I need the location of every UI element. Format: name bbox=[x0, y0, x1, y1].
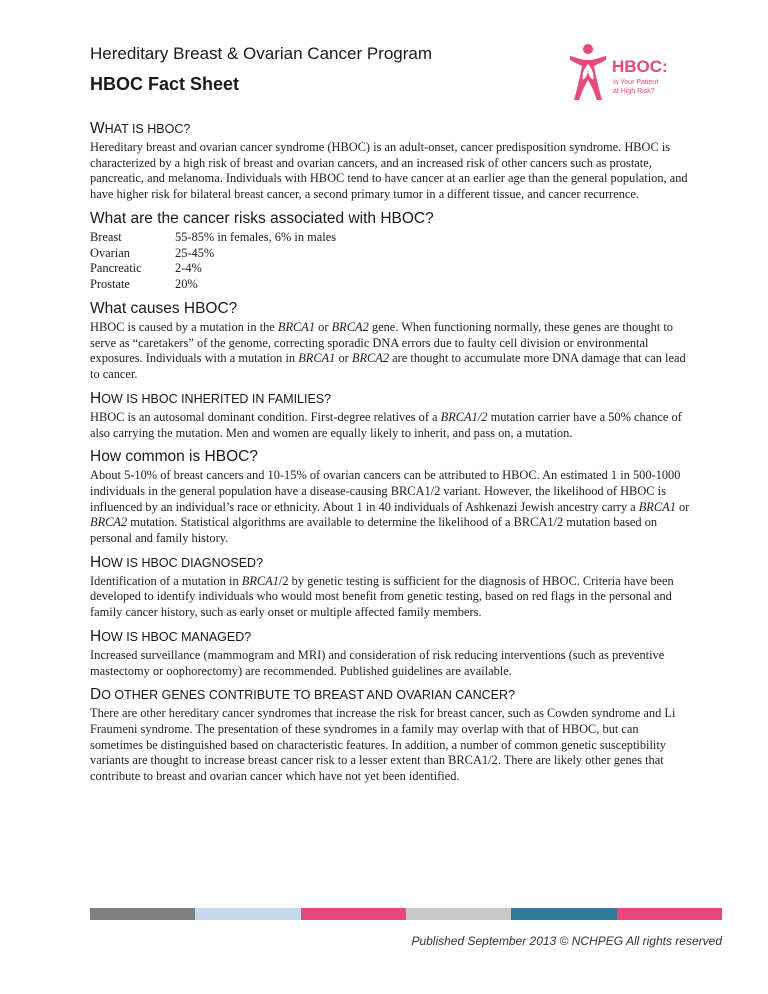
section-heading-diagnosed: HOW IS HBOC DIAGNOSED? bbox=[90, 553, 264, 571]
color-bar-segment bbox=[617, 908, 722, 920]
section-text-common: About 5-10% of breast cancers and 10-15% of ovarian cancers can be attributed to HBOC. An estimated 1 in 500-1000 individuals in the general population have a disease-causing BRCA1/2 variant. However, the likelihood of HBOC is influenced by an individual’s race or ethnicity. About 1 in 40 individuals of Ashkenazi Jewish ancestry carry a BRCA1 or BRCA2 mutation. Statistical algorithms are available to determine the likelihood of a BRCA1/2 mutation based on personal and family history. bbox=[90, 468, 690, 546]
footer-color-bar bbox=[90, 908, 722, 920]
risk-cancer: Ovarian bbox=[90, 245, 130, 260]
section-heading-risks: What are the cancer risks associated with HBOC? bbox=[90, 209, 434, 227]
color-bar-segment bbox=[195, 908, 300, 920]
section-text-causes: HBOC is caused by a mutation in the BRCA1 or BRCA2 gene. When functioning normally, these genes are thought to serve as “caretakers” of the genome, correcting sporadic DNA errors due to faulty cell division or environmental exposures. Individuals with a mutation in BRCA1 or BRCA2 are thought to accumulate more DNA damage that can lead to cancer. bbox=[90, 320, 686, 382]
table-row bbox=[90, 230, 336, 246]
program-title: Hereditary Breast & Ovarian Cancer Program bbox=[90, 44, 433, 63]
section-heading-common: How common is HBOC? bbox=[90, 448, 258, 466]
color-bar-segment bbox=[90, 908, 195, 920]
table-row bbox=[90, 277, 336, 293]
section-text-diagnosed: Identification of a mutation in BRCA1/2 by genetic testing is sufficient for the diagnosis of HBOC. Criteria have been developed to identify individuals who would most benefit from genetic testing, based on red flags in the personal and family cancer history, such as early onset or multiple affected family members. bbox=[90, 573, 674, 620]
section-text-what: Hereditary breast and ovarian cancer syndrome (HBOC) is an adult-onset, cancer predisposition syndrome. HBOC is characterized by a high risk of breast and ovarian cancers, and an increased risk of other cancers such as prostate, pancreatic, and melanoma. Individuals with HBOC tend to have cancer at an earlier age than the general population, and have higher risk for bilateral breast cancer, a second primary tumor in a different tissue, and cancer recurrence. bbox=[90, 140, 688, 202]
color-bar-segment bbox=[511, 908, 616, 920]
footer-copyright: Published September 2013 © NCHPEG All rights reserved bbox=[411, 934, 722, 948]
table-row bbox=[90, 261, 336, 277]
section-text-other-genes: There are other hereditary cancer syndromes that increase the risk for breast cancer, such as Cowden syndrome and Li Fraumeni syndrome. The presentation of these syndromes in a family may overlap with that of HBOC, but can sometimes be distinguished based on characteristic features. In addition, a number of common genetic susceptibility variants are thought to increase breast cancer risk to a lesser extent than BRCA1/2. There are likely other genes that contribute to breast and ovarian cancer which have not yet been identified. bbox=[90, 706, 676, 784]
risk-cancer: Breast bbox=[90, 229, 122, 244]
fact-sheet-body bbox=[90, 118, 690, 787]
svg-text:at High Risk?: at High Risk? bbox=[613, 88, 655, 95]
section-heading-other-genes: DO OTHER GENES CONTRIBUTE TO BREAST AND OVARIAN CANCER? bbox=[90, 686, 515, 704]
section-heading-inherited: HOW IS HBOC INHERITED IN FAMILIES? bbox=[90, 389, 332, 407]
section-heading-causes: What causes HBOC? bbox=[90, 300, 238, 317]
svg-text:Is Your Patient: Is Your Patient bbox=[613, 79, 659, 86]
section-text-inherited: HBOC is an autosomal dominant condition. First-degree relatives of a BRCA1/2 mutation carrier have a 50% chance of also carrying the mutation. Men and women are equally likely to inherit, and pass on, a mutation. bbox=[90, 409, 682, 440]
risk-value: 25-45% bbox=[175, 245, 215, 260]
risk-table bbox=[90, 230, 336, 293]
section-heading-what: WHAT IS HBOC? bbox=[90, 120, 191, 137]
section-text-managed: Increased surveillance (mammogram and MRI) and consideration of risk reducing interventions (such as preventive mastectomy or oophorectomy) are recommended. Published guidelines are available. bbox=[90, 647, 665, 678]
page-title: HBOC Fact Sheet bbox=[90, 74, 240, 94]
risk-cancer: Pancreatic bbox=[90, 261, 142, 276]
risk-value: 2-4% bbox=[175, 261, 202, 276]
risk-value: 55-85% in females, 6% in males bbox=[175, 229, 337, 244]
table-row bbox=[90, 246, 336, 262]
svg-text:HBOC:: HBOC: bbox=[612, 57, 668, 76]
risk-value: 20% bbox=[175, 277, 198, 292]
color-bar-segment bbox=[406, 908, 511, 920]
risk-cancer: Prostate bbox=[90, 277, 130, 292]
section-heading-managed: HOW IS HBOC MANAGED? bbox=[90, 627, 252, 645]
hboc-logo bbox=[566, 42, 676, 106]
pink-ribbon-person-icon bbox=[566, 42, 676, 106]
color-bar-segment bbox=[301, 908, 406, 920]
